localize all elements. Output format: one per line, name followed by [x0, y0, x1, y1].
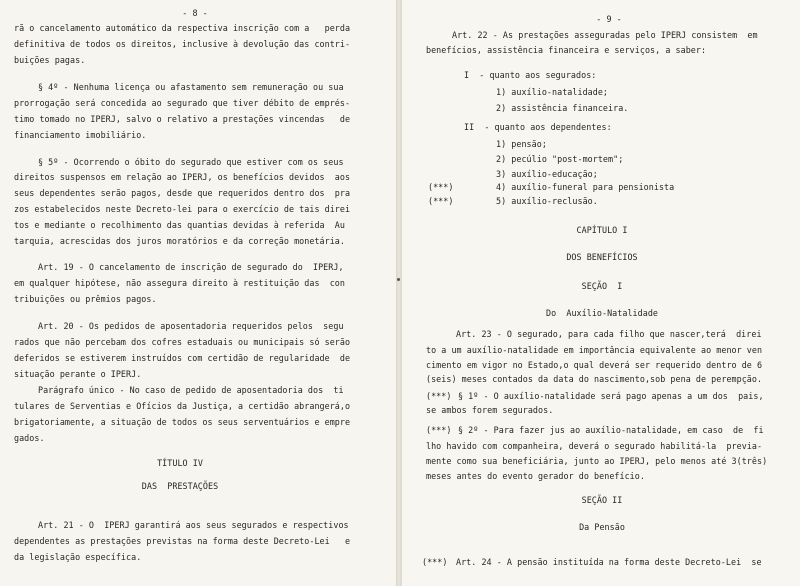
marker: (***): [428, 196, 454, 206]
text-line: to a um auxílio-natalidade em importância equivalente ao menor ven: [426, 345, 763, 355]
text-line: mente como sua beneficiária, junto ao IPERJ, pelo menos até 3(três): [426, 456, 768, 466]
text-line: dependentes as prestações previstas na forma deste Decreto-Lei e: [14, 536, 351, 546]
text-line: § 5º - Ocorrendo o óbito do segurado que estiver com os seus: [38, 157, 344, 167]
binding-mark: [397, 278, 400, 281]
section-heading: DAS PRESTAÇÕES: [141, 481, 219, 491]
page-number: - 8 -: [182, 8, 208, 18]
text-line: brigatoriamente, a situação de todos os seus serventuários e empre: [14, 417, 351, 427]
text-line: prorrogação será concedida ao segurado que tiver débito de emprés-: [14, 98, 351, 108]
text-line: Parágrafo único - No caso de pedido de aposentadoria dos ti: [38, 385, 344, 395]
text-line: 2) assistência financeira.: [496, 103, 629, 113]
section-heading: Da Pensão: [579, 522, 625, 532]
text-line: 2) pecúlio "post-mortem";: [496, 154, 624, 164]
section-heading: TÍTULO IV: [157, 458, 203, 468]
chapter-heading: CAPÍTULO I: [576, 225, 628, 235]
chapter-heading: DOS BENEFÍCIOS: [566, 252, 638, 262]
marker: (***): [428, 182, 454, 192]
text-line: II - quanto aos dependentes:: [464, 122, 612, 132]
text-line: timo tomado no IPERJ, salvo o relativo a prestações vincendas de: [14, 114, 351, 124]
text-line: deferidos se estiverem instruídos com certidão de regularidade de: [14, 353, 351, 363]
text-line: § 4º - Nenhuma licença ou afastamento sem remuneração ou sua: [38, 82, 344, 92]
right-page: [402, 0, 800, 586]
text-line: Art. 20 - Os pedidos de aposentadoria requeridos pelos segu: [38, 321, 344, 331]
text-line: Art. 24 - A pensão instituída na forma deste Decreto-Lei se: [456, 557, 762, 567]
text-line: I - quanto aos segurados:: [464, 70, 597, 80]
text-line: definitiva de todos os direitos, inclusive à devolução das contri-: [14, 39, 351, 49]
text-line: rã o cancelamento automático da respectiva inscrição com a perda: [14, 23, 351, 33]
text-line: cimento em vigor no Estado,o qual deverá ser requerido dentro de 6: [426, 360, 763, 370]
text-line: buições pagas.: [14, 55, 86, 65]
text-line: em qualquer hipótese, não assegura direito à restituição das con: [14, 278, 345, 288]
text-line: 3) auxílio-educação;: [496, 169, 598, 179]
text-line: situação perante o IPERJ.: [14, 369, 142, 379]
text-line: tribuições ou prêmios pagos.: [14, 294, 157, 304]
marker: (***): [422, 557, 448, 567]
text-line: meses antes do evento gerador do benefício.: [426, 471, 645, 481]
text-line: tulares de Serventias e Ofícios da Justiça, a certidão abrangerá,o: [14, 401, 351, 411]
text-line: (seis) meses contados da data do nascimento,sob pena de perempção.: [426, 374, 763, 384]
section-heading: SEÇÃO I: [581, 281, 623, 291]
page-number: - 9 -: [596, 14, 622, 24]
text-line: se ambos forem segurados.: [426, 405, 554, 415]
text-line: 1) pensão;: [496, 139, 547, 149]
text-line: seus dependentes serão pagos, desde que requeridos dentro dos pra: [14, 188, 351, 198]
text-line: § 2º - Para fazer jus ao auxílio-natalidade, em caso de fi: [458, 425, 764, 435]
section-heading: SEÇÃO II: [581, 495, 623, 505]
text-line: Art. 23 - O segurado, para cada filho que nascer,terá direi: [456, 329, 762, 339]
text-line: tarquia, acrescidas dos juros moratórios e da correção monetária.: [14, 236, 345, 246]
text-line: zos estabelecidos neste Decreto-lei para o exercício de tais direi: [14, 204, 351, 214]
text-line: 5) auxílio-reclusão.: [496, 196, 598, 206]
text-line: 4) auxílio-funeral para pensionista: [496, 182, 675, 192]
section-heading: Do Auxílio-Natalidade: [545, 308, 659, 318]
marker: (***): [426, 425, 452, 435]
text-line: benefícios, assistência financeira e serviços, a saber:: [426, 45, 707, 55]
marker: (***): [426, 391, 452, 401]
text-line: Art. 21 - O IPERJ garantirá aos seus segurados e respectivos: [38, 520, 349, 530]
text-line: rados que não percebam dos cofres estaduais ou municipais só serão: [14, 337, 351, 347]
text-line: 1) auxílio-natalidade;: [496, 87, 609, 97]
text-line: financiamento imobiliário.: [14, 130, 147, 140]
text-line: gados.: [14, 433, 45, 443]
text-line: Art. 19 - O cancelamento de inscrição de segurado do IPERJ,: [38, 262, 344, 272]
text-line: direitos suspensos em relação ao IPERJ, os benefícios devidos aos: [14, 172, 351, 182]
text-line: Art. 22 - As prestações asseguradas pelo IPERJ consistem em: [452, 30, 758, 40]
text-line: lho havido com companheira, deverá o segurado habilitá-la previa-: [426, 441, 763, 451]
text-line: § 1º - O auxílio-natalidade será pago apenas a um dos pais,: [458, 391, 764, 401]
text-line: tos e mediante o recolhimento das quantias devidas à referida Au: [14, 220, 345, 230]
text-line: da legislação específica.: [14, 552, 142, 562]
left-page: [0, 0, 396, 586]
